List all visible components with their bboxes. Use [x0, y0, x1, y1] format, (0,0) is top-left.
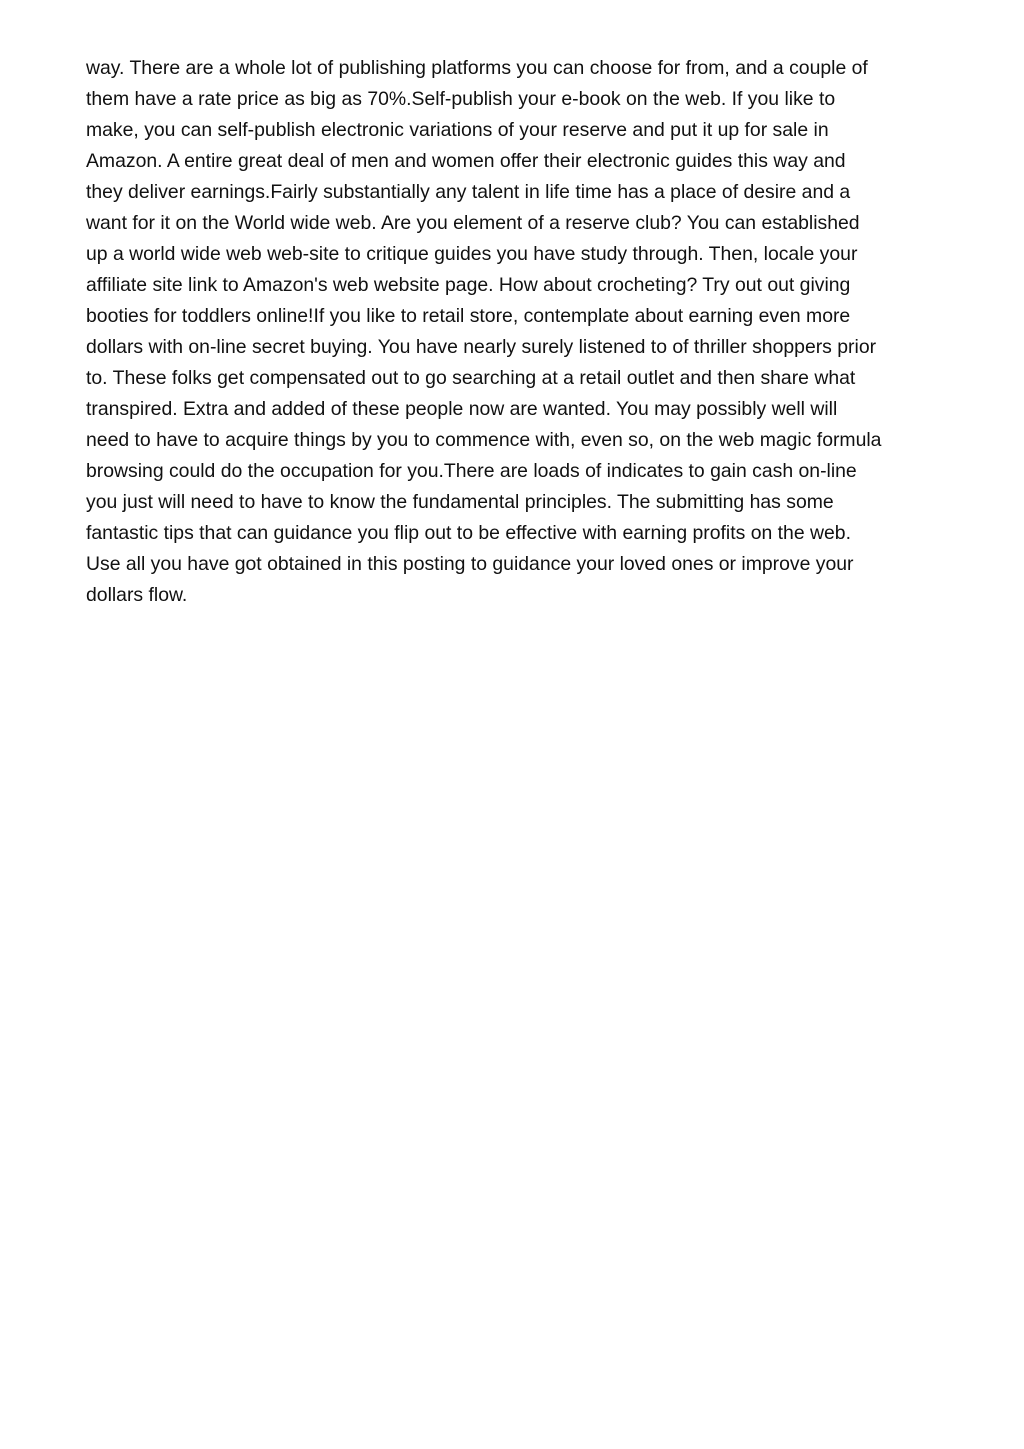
- text-line: way. There are a whole lot of publishing platforms you can choose for from, and a couple of: [86, 57, 868, 79]
- text-line: browsing could do the occupation for you.There are loads of indicates to gain cash on-line: [86, 460, 857, 482]
- text-line: them have a rate price as big as 70%.Self-publish your e-book on the web. If you like to: [86, 88, 836, 110]
- text-line: to. These folks get compensated out to go searching at a retail outlet and then share what: [86, 367, 856, 389]
- text-line: fantastic tips that can guidance you flip out to be effective with earning profits on the web.: [86, 522, 851, 544]
- text-line: affiliate site link to Amazon's web website page. How about crocheting? Try out out giving: [86, 274, 851, 296]
- text-line: booties for toddlers online!If you like to retail store, contemplate about earning even more: [86, 305, 851, 327]
- text-line: dollars with on-line secret buying. You have nearly surely listened to of thriller shoppers prior: [86, 336, 877, 358]
- text-line: want for it on the World wide web. Are you element of a reserve club? You can established: [86, 212, 860, 234]
- body-paragraph: [86, 53, 946, 611]
- text-line: you just will need to have to know the fundamental principles. The submitting has some: [86, 491, 834, 513]
- text-line: up a world wide web web-site to critique guides you have study through. Then, locale your: [86, 243, 858, 265]
- text-line: make, you can self-publish electronic variations of your reserve and put it up for sale in: [86, 119, 829, 141]
- text-line: need to have to acquire things by you to commence with, even so, on the web magic formula: [86, 429, 882, 451]
- text-line: they deliver earnings.Fairly substantially any talent in life time has a place of desire and a: [86, 181, 851, 203]
- text-line: Amazon. A entire great deal of men and women offer their electronic guides this way and: [86, 150, 846, 172]
- text-line: Use all you have got obtained in this posting to guidance your loved ones or improve your: [86, 553, 854, 575]
- text-line: transpired. Extra and added of these people now are wanted. You may possibly well will: [86, 398, 838, 420]
- text-line: dollars flow.: [86, 584, 188, 606]
